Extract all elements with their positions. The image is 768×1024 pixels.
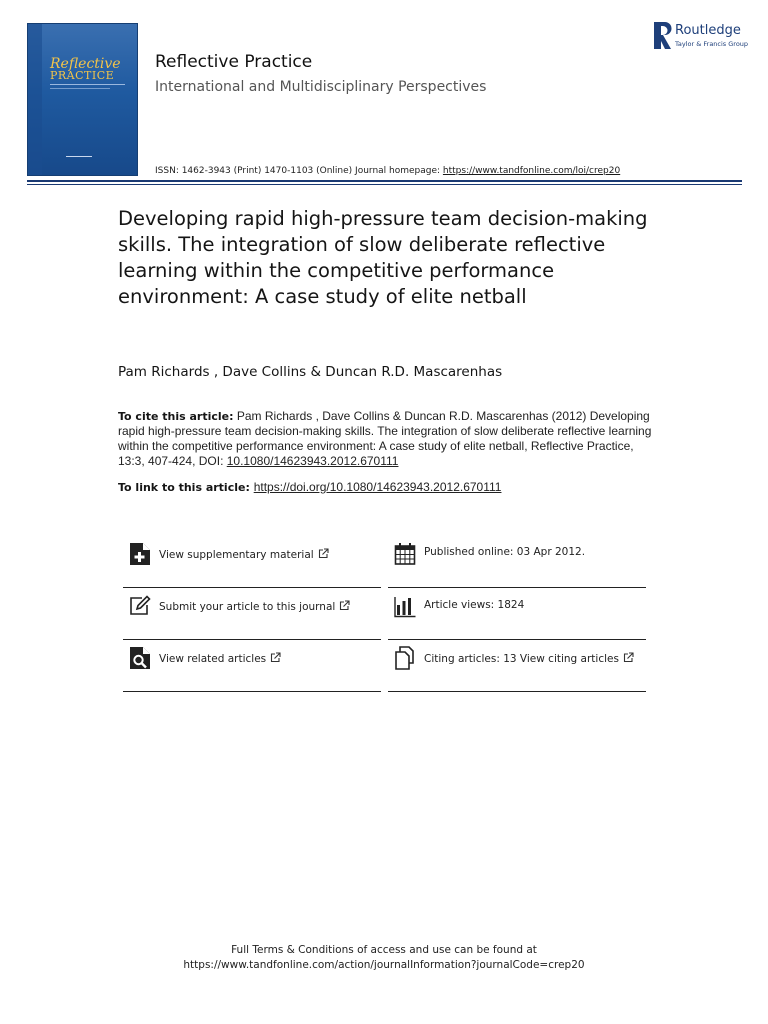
citation-block (118, 409, 658, 469)
publisher-group: Taylor & Francis Group (675, 40, 749, 48)
publisher-logo (654, 22, 754, 50)
external-link-icon (318, 548, 329, 559)
external-link-icon (270, 652, 281, 663)
related-articles-label: View related articles (159, 653, 267, 665)
submit-article-item[interactable] (123, 588, 381, 640)
document-search-icon (129, 646, 151, 670)
article-link-label: To link to this article: (118, 481, 254, 494)
citing-articles-item[interactable] (388, 640, 646, 692)
related-articles-item[interactable] (123, 640, 381, 692)
article-link-url[interactable]: https://doi.org/10.1080/14623943.2012.670111 (253, 480, 502, 494)
header-rule (27, 180, 742, 182)
terms-line: Full Terms & Conditions of access and use can be found at (231, 944, 537, 956)
document-plus-icon (129, 542, 151, 566)
routledge-r-icon (654, 22, 672, 49)
article-link-block (118, 480, 501, 494)
journal-homepage-link[interactable]: https://www.tandfonline.com/loi/crep20 (442, 166, 621, 176)
calendar-icon (394, 542, 416, 566)
published-online-item (388, 536, 646, 588)
journal-title: Reflective Practice (155, 52, 313, 72)
publisher-name: Routledge (675, 23, 741, 38)
article-views-item (388, 588, 646, 640)
article-authors: Pam Richards , Dave Collins & Duncan R.D. Mascarenhas (118, 364, 503, 380)
submit-article-label: Submit your article to this journal (159, 601, 336, 613)
supplementary-material-item[interactable] (123, 536, 381, 588)
documents-copy-icon (394, 646, 416, 670)
issn-line (155, 166, 620, 176)
supplementary-label: View supplementary material (159, 549, 314, 561)
edit-document-icon (129, 594, 151, 618)
citation-label: To cite this article: (118, 410, 234, 423)
article-views-text: Article views: 1824 (424, 599, 525, 611)
external-link-icon (623, 652, 634, 663)
header-rule-thin (27, 184, 742, 185)
external-link-icon (339, 600, 350, 611)
terms-url[interactable]: https://www.tandfonline.com/action/journalInformation?journalCode=crep20 (183, 959, 585, 971)
cover-title-line1: Reflective (50, 56, 121, 72)
citing-articles-label: Citing articles: 13 View citing articles (424, 653, 619, 665)
issn-text: ISSN: 1462-3943 (Print) 1470-1103 (Online) Journal homepage: (155, 166, 443, 176)
bar-chart-icon (394, 594, 416, 618)
cover-title-line2: PRACTICE (50, 69, 115, 82)
terms-footer (0, 943, 768, 973)
journal-subtitle: International and Multidisciplinary Perspectives (155, 79, 487, 95)
citation-text: Pam Richards , Dave Collins & Duncan R.D. Mascarenhas (2012) Developing rapid high-pressure team decision-making skills. The integration of slow deliberate reflective learning within the competitive performance environment: A case study of elite netball, Reflective Practice, 13:3, 407-424, DOI: (118, 409, 652, 468)
article-title: Developing rapid high-pressure team decision-making skills. The integration of slow deliberate reflective learning within the competitive performance environment: A case study of elite netball (118, 207, 648, 308)
doi-link[interactable]: 10.1080/14623943.2012.670111 (226, 454, 399, 468)
published-online-text: Published online: 03 Apr 2012. (424, 546, 586, 558)
journal-cover-image (27, 23, 138, 176)
